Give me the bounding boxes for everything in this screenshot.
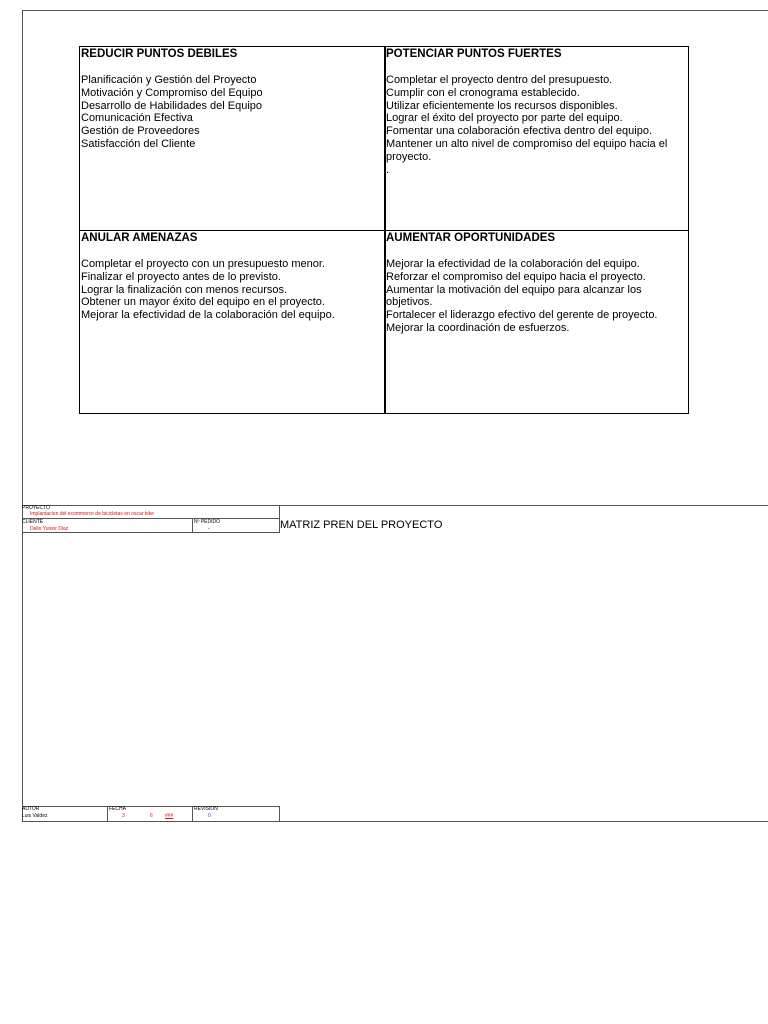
divider [22,505,768,506]
pedido-label: Nº PEDIDO [194,519,220,525]
list-item: Fortalecer el liderazgo efectivo del gerente de proyecto. [386,309,658,322]
quadrant-anular-amenazas [81,232,381,322]
quadrant-reducir-puntos-debiles [81,48,381,151]
quadrant-heading: AUMENTAR OPORTUNIDADES [386,232,556,244]
list-item: Aumentar la motivación del equipo para alcanzar los objetivos. [386,283,642,309]
list-item: Finalizar el proyecto antes de lo previsto. [81,270,281,283]
divider [107,806,108,821]
quadrant-heading: POTENCIAR PUNTOS FUERTES [386,48,562,60]
divider [22,532,279,533]
fecha-label: FECHA [109,806,126,812]
list-item: Completar el proyecto dentro del presupuesto. [386,74,613,86]
fecha-month: 6 [150,813,153,819]
fecha-day: 3 [122,813,125,819]
autor-value: Luis Valdez [22,813,48,819]
quadrant-heading: REDUCIR PUNTOS DEBILES [81,48,238,60]
list-item: Obtener un mayor éxito del equipo en el proyecto. [81,296,325,309]
list-item: Mejorar la coordinación de esfuerzos. [386,321,570,334]
list-item: Lograr el éxito del proyecto por parte del equipo. [386,112,623,125]
list-item: Fomentar una colaboración efectiva dentro del equipo. [386,125,653,138]
quadrant-list [386,258,686,335]
revision-label: REVISION [194,806,218,812]
list-item: Lograr la finalización con menos recursos. [81,283,288,296]
list-item: Desarrollo de Habilidades del Equipo [81,99,263,112]
list-item: Planificación y Gestión del Proyecto [81,74,257,86]
quadrant-list [386,74,686,176]
divider [192,806,193,821]
list-item: Cumplir con el cronograma establecido. [386,86,580,99]
quadrant-aumentar-oportunidades [386,232,686,335]
list-item: Satisfacción del Cliente [81,137,196,150]
pren-matrix [79,46,689,414]
list-item: Mantener un alto nivel de compromiso del equipo hacia el proyecto. [386,137,668,163]
list-item: Gestión de Proveedores [81,125,200,138]
list-item: . [386,163,390,176]
matrix-horizontal-divider [80,230,688,231]
divider [192,518,193,533]
divider [22,518,279,519]
autor-label: AUTOR [22,806,40,812]
document-title: MATRIZ PREN DEL PROYECTO [280,519,443,531]
revision-value: 0 [208,813,211,819]
quadrant-heading: ANULAR AMENAZAS [81,232,198,244]
quadrant-list [81,258,381,322]
pedido-value: - [208,526,210,532]
list-item: Motivación y Compromiso del Equipo [81,86,263,99]
title-block-footer [22,806,768,822]
fecha-year: ### [165,813,174,819]
proyecto-value: Implantacion del ecommerce de bicicletas en oscar bike [30,511,154,517]
cliente-label: CLIENTE [22,519,44,525]
quadrant-list [81,74,381,151]
divider [279,806,280,821]
list-item: Mejorar la efectividad de la colaboración del equipo. [386,258,640,270]
title-block-header [22,505,768,533]
cliente-value: Delio Yunior Diaz [30,526,69,532]
list-item: Mejorar la efectividad de la colaboración del equipo. [81,309,335,322]
list-item: Utilizar eficientemente los recursos disponibles. [386,99,618,112]
quadrant-potenciar-puntos-fuertes [386,48,686,176]
proyecto-label: PROYECTO [22,505,50,511]
list-item: Reforzar el compromiso del equipo hacia el proyecto. [386,270,646,283]
list-item: Comunicación Efectiva [81,112,193,125]
list-item: Completar el proyecto con un presupuesto menor. [81,258,325,270]
divider [22,806,279,807]
